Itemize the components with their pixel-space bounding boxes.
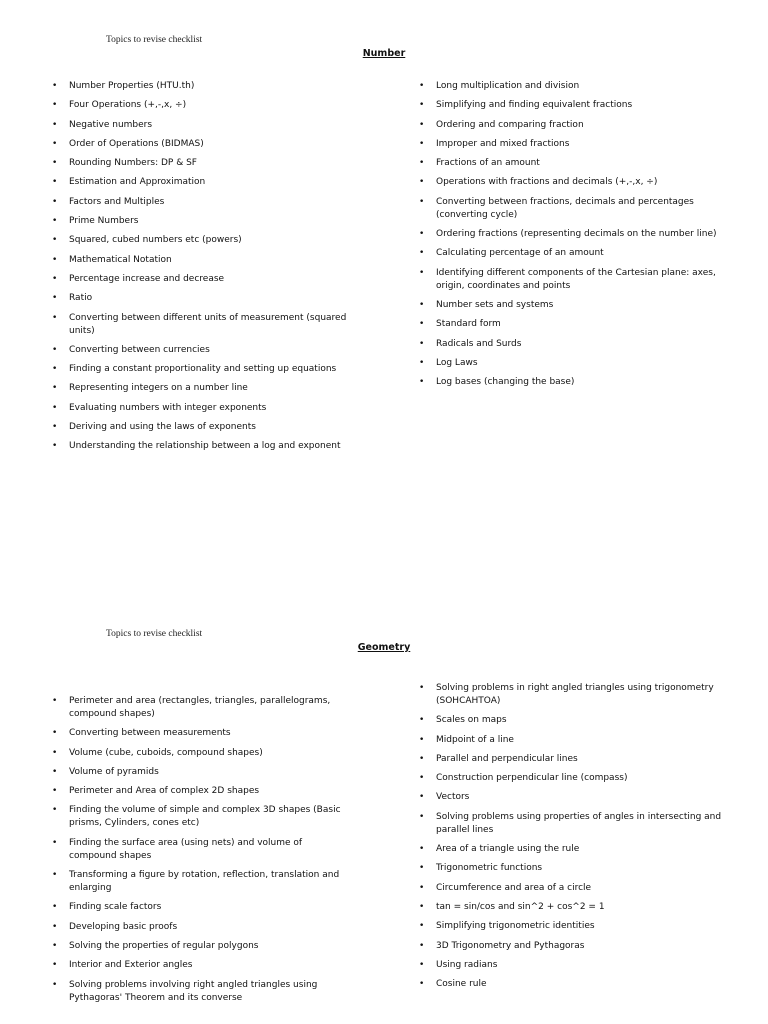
checklist-item: • Squared, cubed numbers etc (powers) [52, 234, 352, 247]
checklist-item: • Ordering and comparing fraction [419, 119, 729, 132]
number-header: Topics to revise checklist [106, 35, 203, 45]
checklist-item: • Transforming a figure by rotation, reflection, translation and enlarging [52, 869, 352, 895]
checklist-item: • Simplifying and finding equivalent fractions [419, 99, 729, 112]
checklist-item: • Negative numbers [52, 119, 352, 132]
checklist-item: • Finding a constant proportionality and setting up equations [52, 363, 352, 376]
checklist-item: • Number Properties (HTU.th) [52, 80, 352, 93]
number-left-list [52, 80, 352, 460]
checklist-item: • Finding the volume of simple and complex 3D shapes (Basic prisms, Cylinders, cones etc) [52, 804, 352, 830]
checklist-item: • Ordering fractions (representing decimals on the number line) [419, 228, 729, 241]
checklist-item: • Using radians [419, 959, 729, 972]
checklist-item: • Mathematical Notation [52, 254, 352, 267]
checklist-item: • Operations with fractions and decimals (+,-,x, ÷) [419, 176, 729, 189]
checklist-item: • Prime Numbers [52, 215, 352, 228]
checklist-item: • Perimeter and area (rectangles, triangles, parallelograms, compound shapes) [52, 695, 352, 721]
checklist-item: • Converting between different units of measurement (squared units) [52, 312, 352, 338]
checklist-item: • Volume of pyramids [52, 766, 352, 779]
checklist-item: • Converting between measurements [52, 727, 352, 740]
checklist-item: • Cosine rule [419, 978, 729, 991]
geometry-header: Topics to revise checklist [106, 629, 203, 639]
checklist-item: • Rounding Numbers: DP & SF [52, 157, 352, 170]
checklist-item: • Calculating percentage of an amount [419, 247, 729, 260]
number-right-list [419, 80, 729, 395]
checklist-item: • 3D Trigonometry and Pythagoras [419, 940, 729, 953]
checklist-item: • Solving the properties of regular polygons [52, 940, 352, 953]
checklist-item: • Representing integers on a number line [52, 382, 352, 395]
checklist-item: • Perimeter and Area of complex 2D shapes [52, 785, 352, 798]
checklist-item: • Estimation and Approximation [52, 176, 352, 189]
checklist-item: • Four Operations (+,-,x, ÷) [52, 99, 352, 112]
checklist-item: • Converting between fractions, decimals and percentages (converting cycle) [419, 196, 729, 222]
geometry-section-title: Geometry [357, 642, 411, 653]
checklist-item: • Simplifying trigonometric identities [419, 920, 729, 933]
checklist-item: • Parallel and perpendicular lines [419, 753, 729, 766]
geometry-left-list [52, 695, 352, 1011]
checklist-item: • Circumference and area of a circle [419, 882, 729, 895]
checklist-item: • Area of a triangle using the rule [419, 843, 729, 856]
checklist-item: • Construction perpendicular line (compass) [419, 772, 729, 785]
checklist-item: • Fractions of an amount [419, 157, 729, 170]
checklist-item: • Number sets and systems [419, 299, 729, 312]
checklist-item: • Finding scale factors [52, 901, 352, 914]
checklist-item: • Long multiplication and division [419, 80, 729, 93]
checklist-item: • Log bases (changing the base) [419, 376, 729, 389]
checklist-item: • Scales on maps [419, 714, 729, 727]
checklist-item: • Vectors [419, 791, 729, 804]
checklist-item: • Factors and Multiples [52, 196, 352, 209]
checklist-item: • tan = sin/cos and sin^2 + cos^2 = 1 [419, 901, 729, 914]
geometry-right-list [419, 682, 729, 997]
checklist-item: • Understanding the relationship between a log and exponent [52, 440, 352, 453]
checklist-item: • Percentage increase and decrease [52, 273, 352, 286]
number-section-title: Number [362, 48, 406, 59]
checklist-item: • Trigonometric functions [419, 862, 729, 875]
checklist-item: • Radicals and Surds [419, 338, 729, 351]
checklist-item: • Identifying different components of the Cartesian plane: axes, origin, coordinates and points [419, 267, 729, 293]
checklist-item: • Evaluating numbers with integer exponents [52, 402, 352, 415]
checklist-item: • Ratio [52, 292, 352, 305]
checklist-item: • Developing basic proofs [52, 921, 352, 934]
checklist-item: • Log Laws [419, 357, 729, 370]
checklist-item: • Deriving and using the laws of exponents [52, 421, 352, 434]
checklist-item: • Solving problems using properties of angles in intersecting and parallel lines [419, 811, 729, 837]
checklist-item: • Converting between currencies [52, 344, 352, 357]
checklist-item: • Solving problems in right angled triangles using trigonometry (SOHCAHTOA) [419, 682, 729, 708]
checklist-item: • Improper and mixed fractions [419, 138, 729, 151]
checklist-item: • Finding the surface area (using nets) and volume of compound shapes [52, 837, 352, 863]
checklist-item: • Solving problems involving right angled triangles using Pythagoras' Theorem and its converse [52, 979, 352, 1005]
checklist-item: • Volume (cube, cuboids, compound shapes) [52, 747, 352, 760]
checklist-item: • Interior and Exterior angles [52, 959, 352, 972]
checklist-item: • Standard form [419, 318, 729, 331]
checklist-item: • Order of Operations (BIDMAS) [52, 138, 352, 151]
checklist-item: • Midpoint of a line [419, 734, 729, 747]
